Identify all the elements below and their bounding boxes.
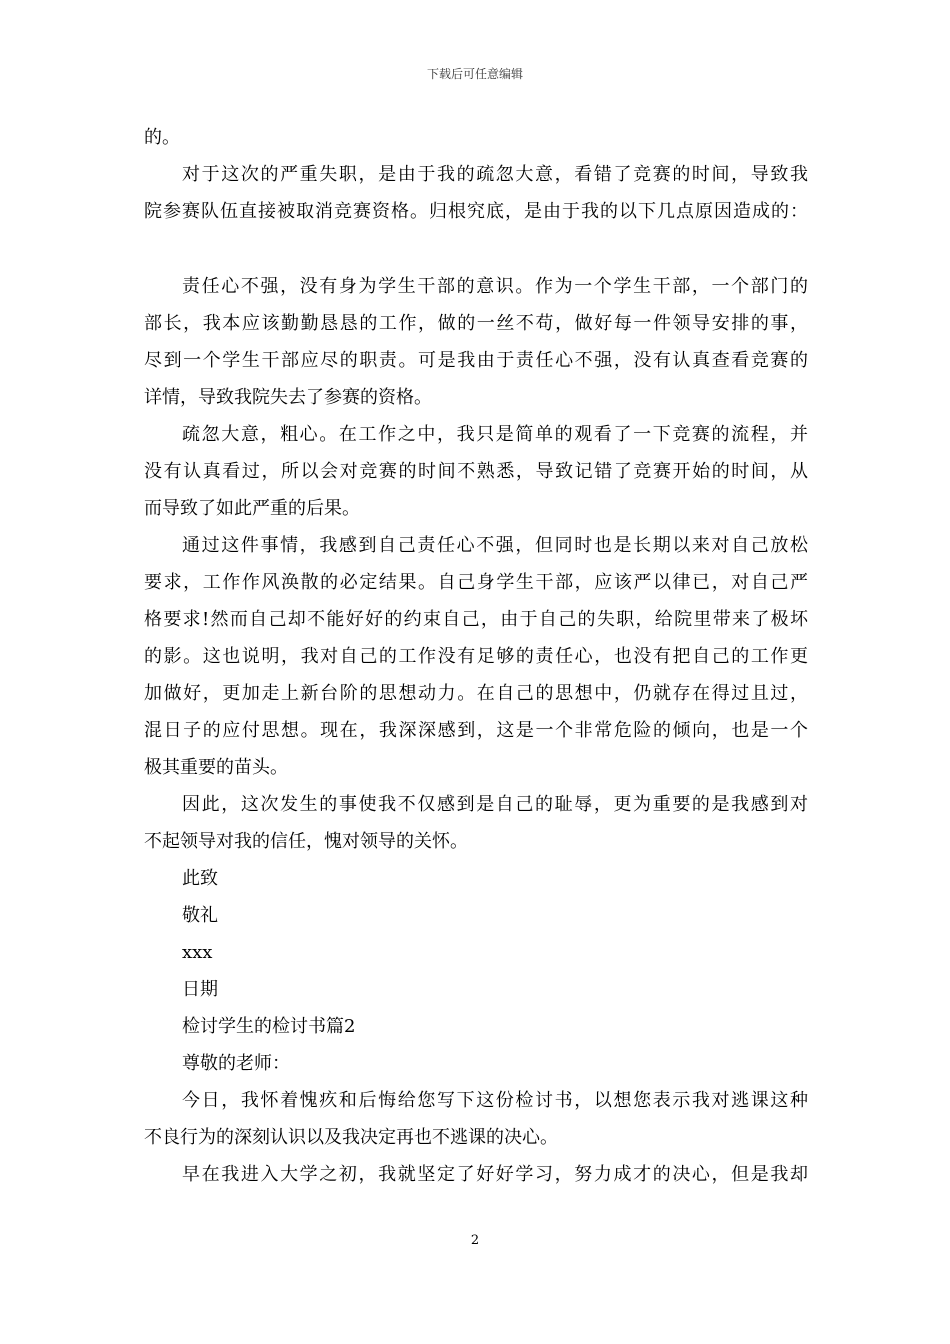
text-line: 因此，这次发生的事使我不仅感到是自己的耻辱，更为重要的是我感到对: [182, 794, 808, 815]
text-line: 不良行为的深刻认识以及我决定再也不逃课的决心。: [144, 1127, 558, 1148]
signature-name: xxx: [182, 942, 213, 963]
page-number: 2: [470, 1233, 480, 1248]
text-line: 的。: [144, 127, 180, 148]
page-header: 下载后可任意编辑: [426, 67, 523, 81]
text-line: 加做好，更加走上新台阶的思想动力。在自己的思想中，仍就存在得过且过，: [144, 683, 808, 704]
text-line: 极其重要的苗头。: [144, 757, 288, 778]
text-line: 今日，我怀着愧疚和后悔给您写下这份检讨书，以想您表示我对逃课这种: [182, 1090, 808, 1111]
letter-salutation: 尊敬的老师：: [182, 1053, 290, 1074]
text-line: 对于这次的严重失职，是由于我的疏忽大意，看错了竞赛的时间，导致我: [182, 164, 808, 185]
text-line: 尽到一个学生干部应尽的职责。可是我由于责任心不强，没有认真查看竞赛的: [144, 350, 808, 371]
text-line: 疏忽大意，粗心。在工作之中，我只是简单的观看了一下竞赛的流程，并: [182, 424, 808, 445]
text-line: 格要求!然而自己却不能好好的约束自己，由于自己的失职，给院里带来了极坏: [144, 609, 808, 630]
text-line: 院参赛队伍直接被取消竞赛资格。归根究底，是由于我的以下几点原因造成的：: [144, 201, 808, 222]
text-line: 而导致了如此严重的后果。: [144, 498, 360, 519]
section-title: 检讨学生的检讨书篇2: [182, 1016, 356, 1037]
closing-regards: 敬礼: [182, 905, 218, 926]
text-line: 通过这件事情，我感到自己责任心不强，但同时也是长期以来对自己放松: [182, 535, 808, 556]
text-line: 部长，我本应该勤勤恳恳的工作，做的一丝不苟，做好每一件领导安排的事，: [144, 313, 808, 334]
closing-salutation: 此致: [182, 868, 218, 889]
text-line: 要求，工作作风涣散的必定结果。自己身学生干部，应该严以律已，对自己严: [144, 572, 808, 593]
text-line: 早在我进入大学之初，我就坚定了好好学习，努力成才的决心，但是我却: [182, 1164, 808, 1185]
signature-date: 日期: [182, 979, 218, 1000]
text-line: 没有认真看过，所以会对竞赛的时间不熟悉，导致记错了竞赛开始的时间，从: [144, 461, 808, 482]
document-body: [144, 119, 808, 1193]
text-line: 责任心不强，没有身为学生干部的意识。作为一个学生干部，一个部门的: [182, 276, 808, 297]
text-line: 的影。这也说明，我对自己的工作没有足够的责任心，也没有把自己的工作更: [144, 646, 808, 667]
text-line: 详情，导致我院失去了参赛的资格。: [144, 387, 432, 408]
text-line: 不起领导对我的信任，愧对领导的关怀。: [144, 831, 468, 852]
text-line: 混日子的应付思想。现在，我深深感到，这是一个非常危险的倾向，也是一个: [144, 720, 808, 741]
